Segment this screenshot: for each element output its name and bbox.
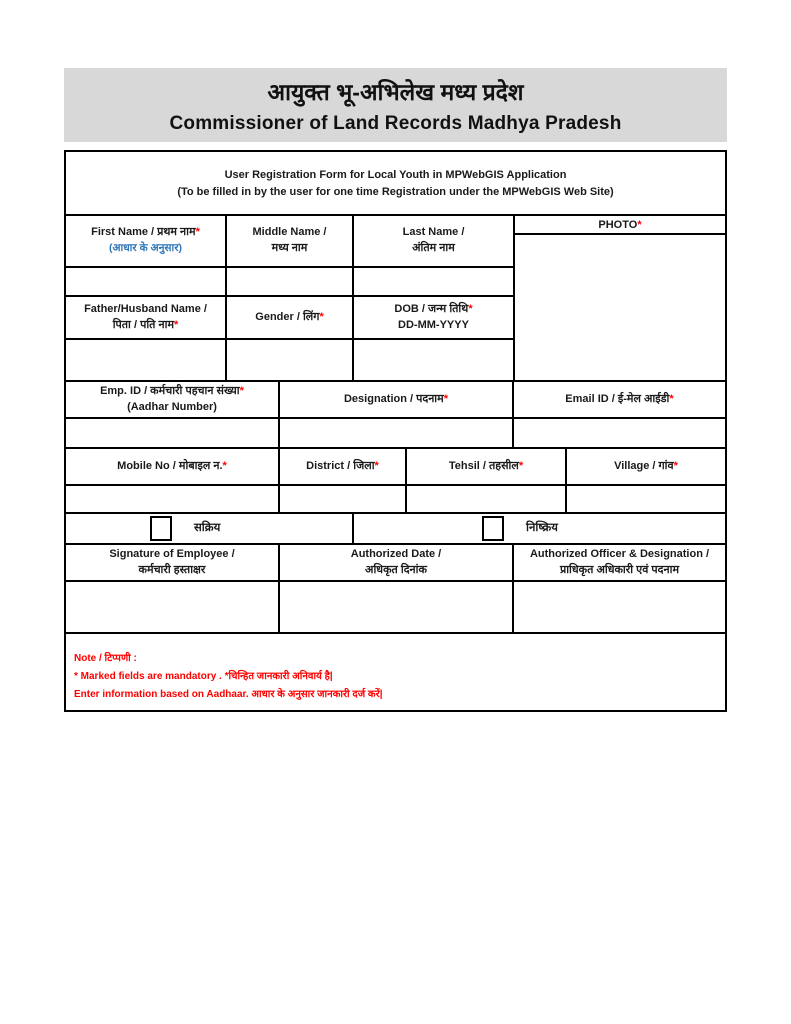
gender-label-text: Gender / लिंग xyxy=(255,310,320,323)
authorized-date-label-cell xyxy=(280,545,514,580)
authorized-date-input[interactable] xyxy=(280,582,514,632)
village-input[interactable] xyxy=(567,486,725,512)
mobile-label xyxy=(117,459,227,475)
first-name-required-mark: * xyxy=(195,226,200,239)
designation-label-cell xyxy=(280,382,514,417)
authorized-date-label-line2: अधिकृत दिनांक xyxy=(365,563,427,576)
father-husband-name-input[interactable] xyxy=(66,340,227,380)
name-header-row xyxy=(66,216,515,268)
inactive-cell xyxy=(354,514,725,543)
note-section xyxy=(66,634,725,710)
last-name-input[interactable] xyxy=(354,268,515,295)
district-required-mark: * xyxy=(374,459,379,472)
dob-required-mark: * xyxy=(468,302,473,315)
father-input-row xyxy=(66,340,515,380)
tehsil-label xyxy=(449,459,523,475)
authorized-officer-input[interactable] xyxy=(514,582,725,632)
inactive-label: निष्क्रिय xyxy=(526,522,558,535)
mobile-required-mark: * xyxy=(222,459,227,472)
mobile-header-row xyxy=(66,449,725,486)
dob-label-cell xyxy=(354,297,515,338)
last-name-label-line1: Last Name / xyxy=(402,226,465,239)
district-label-cell xyxy=(280,449,407,484)
document-header xyxy=(64,68,727,142)
last-name-label-cell xyxy=(354,216,515,266)
inactive-checkbox[interactable] xyxy=(482,516,504,541)
photo-label-text: PHOTO xyxy=(598,218,638,231)
signature-input-row xyxy=(66,582,725,634)
photo-label xyxy=(515,216,725,235)
dob-input[interactable] xyxy=(354,340,515,380)
header-title-english: Commissioner of Land Records Madhya Pradesh xyxy=(169,113,622,134)
first-name-label xyxy=(91,225,200,241)
designation-label xyxy=(344,392,448,408)
active-label: सक्रिय xyxy=(194,522,221,535)
header-title-hindi: आयुक्त भू-अभिलेख मध्य प्रदेश xyxy=(267,79,524,105)
village-required-mark: * xyxy=(673,459,678,472)
note-line-mandatory: * Marked fields are mandatory . *चिन्हित जानकारी अनिवार्य है| xyxy=(74,671,333,682)
district-label xyxy=(306,459,379,475)
father-husband-name-label-line1: Father/Husband Name / xyxy=(84,302,207,315)
upper-section xyxy=(66,216,725,382)
dob-label xyxy=(394,302,472,318)
email-input[interactable] xyxy=(514,419,725,447)
emp-input-row xyxy=(66,419,725,449)
form-title-block xyxy=(66,152,725,216)
emp-header-row xyxy=(66,382,725,419)
registration-form-table xyxy=(64,150,727,712)
name-input-row xyxy=(66,268,515,297)
first-name-label-text: First Name / प्रथम नाम xyxy=(91,226,196,239)
authorized-date-label-line1: Authorized Date / xyxy=(350,547,442,560)
gender-required-mark: * xyxy=(319,310,324,323)
district-input[interactable] xyxy=(280,486,407,512)
father-header-row xyxy=(66,297,515,340)
mobile-input[interactable] xyxy=(66,486,280,512)
upper-left-grid xyxy=(66,216,515,380)
mobile-label-cell xyxy=(66,449,280,484)
note-line-aadhaar: Enter information based on Aadhaar. आधार के अनुसार जानकारी दर्ज करें| xyxy=(74,689,383,700)
designation-required-mark: * xyxy=(443,392,449,405)
authorized-officer-label-cell xyxy=(514,545,725,580)
dob-format-hint: DD-MM-YYYY xyxy=(398,318,469,331)
emp-id-required-mark: * xyxy=(239,384,244,397)
village-label-cell xyxy=(567,449,725,484)
first-name-label-cell xyxy=(66,216,227,266)
emp-id-label xyxy=(100,384,244,400)
father-husband-name-label-line2: पिता / पति नाम xyxy=(112,318,175,331)
emp-id-sublabel: (Aadhar Number) xyxy=(127,400,217,413)
email-label-cell xyxy=(514,382,725,417)
authorized-officer-label-line2: प्राधिकृत अधिकारी एवं पदनाम xyxy=(559,563,680,576)
tehsil-label-cell xyxy=(407,449,567,484)
email-label-text: Email ID / ई-मेल आईडी xyxy=(565,392,670,405)
designation-label-text: Designation / पदनाम xyxy=(343,392,444,405)
designation-input[interactable] xyxy=(280,419,514,447)
father-husband-name-label-cell xyxy=(66,297,227,338)
signature-label-cell xyxy=(66,545,280,580)
status-row xyxy=(66,514,725,545)
emp-id-label-text: Emp. ID / कर्मचारी पहचान संख्या xyxy=(100,384,240,397)
gender-input[interactable] xyxy=(227,340,354,380)
signature-label-line1: Signature of Employee / xyxy=(109,547,235,560)
email-required-mark: * xyxy=(669,392,674,405)
last-name-label-line2: अंतिम नाम xyxy=(412,242,455,254)
signature-input[interactable] xyxy=(66,582,280,632)
middle-name-label-line1: Middle Name / xyxy=(252,226,327,239)
form-title-line2: (To be filled in by the user for one time Registration under the MPWebGIS Web Site) xyxy=(177,185,614,198)
father-husband-name-required-mark: * xyxy=(174,318,179,331)
active-cell xyxy=(66,514,354,543)
first-name-subnote: (आधार के अनुसार) xyxy=(108,242,183,255)
gender-label xyxy=(255,310,323,326)
photo-column xyxy=(515,216,725,380)
father-husband-name-label-line2-wrap xyxy=(113,318,179,334)
middle-name-label-cell xyxy=(227,216,354,266)
photo-box[interactable] xyxy=(515,235,725,380)
email-label xyxy=(565,392,673,408)
mobile-input-row xyxy=(66,486,725,514)
form-title-line1: User Registration Form for Local Youth in MPWebGIS Application xyxy=(224,168,567,181)
emp-id-label-cell xyxy=(66,382,280,417)
village-label-text: Village / गांव xyxy=(614,459,674,472)
middle-name-input[interactable] xyxy=(227,268,354,295)
first-name-input[interactable] xyxy=(66,268,227,295)
tehsil-required-mark: * xyxy=(518,459,524,472)
note-heading: Note / टिप्पणी : xyxy=(74,653,137,664)
tehsil-input[interactable] xyxy=(407,486,567,512)
signature-header-row xyxy=(66,545,725,582)
district-label-text: District / जिला xyxy=(306,459,375,472)
emp-id-input[interactable] xyxy=(66,419,280,447)
gender-label-cell xyxy=(227,297,354,338)
middle-name-label-line2: मध्य नाम xyxy=(271,242,308,254)
tehsil-label-text: Tehsil / तहसील xyxy=(448,459,519,472)
photo-required-mark: * xyxy=(637,218,642,231)
village-label xyxy=(614,459,678,475)
mobile-label-text: Mobile No / मोबाइल न. xyxy=(117,459,223,472)
authorized-officer-label-line1: Authorized Officer & Designation / xyxy=(529,547,710,560)
signature-label-line2: कर्मचारी हस्ताक्षर xyxy=(138,563,206,576)
dob-label-text: DOB / जन्म तिथि xyxy=(394,302,469,315)
active-checkbox[interactable] xyxy=(150,516,172,541)
